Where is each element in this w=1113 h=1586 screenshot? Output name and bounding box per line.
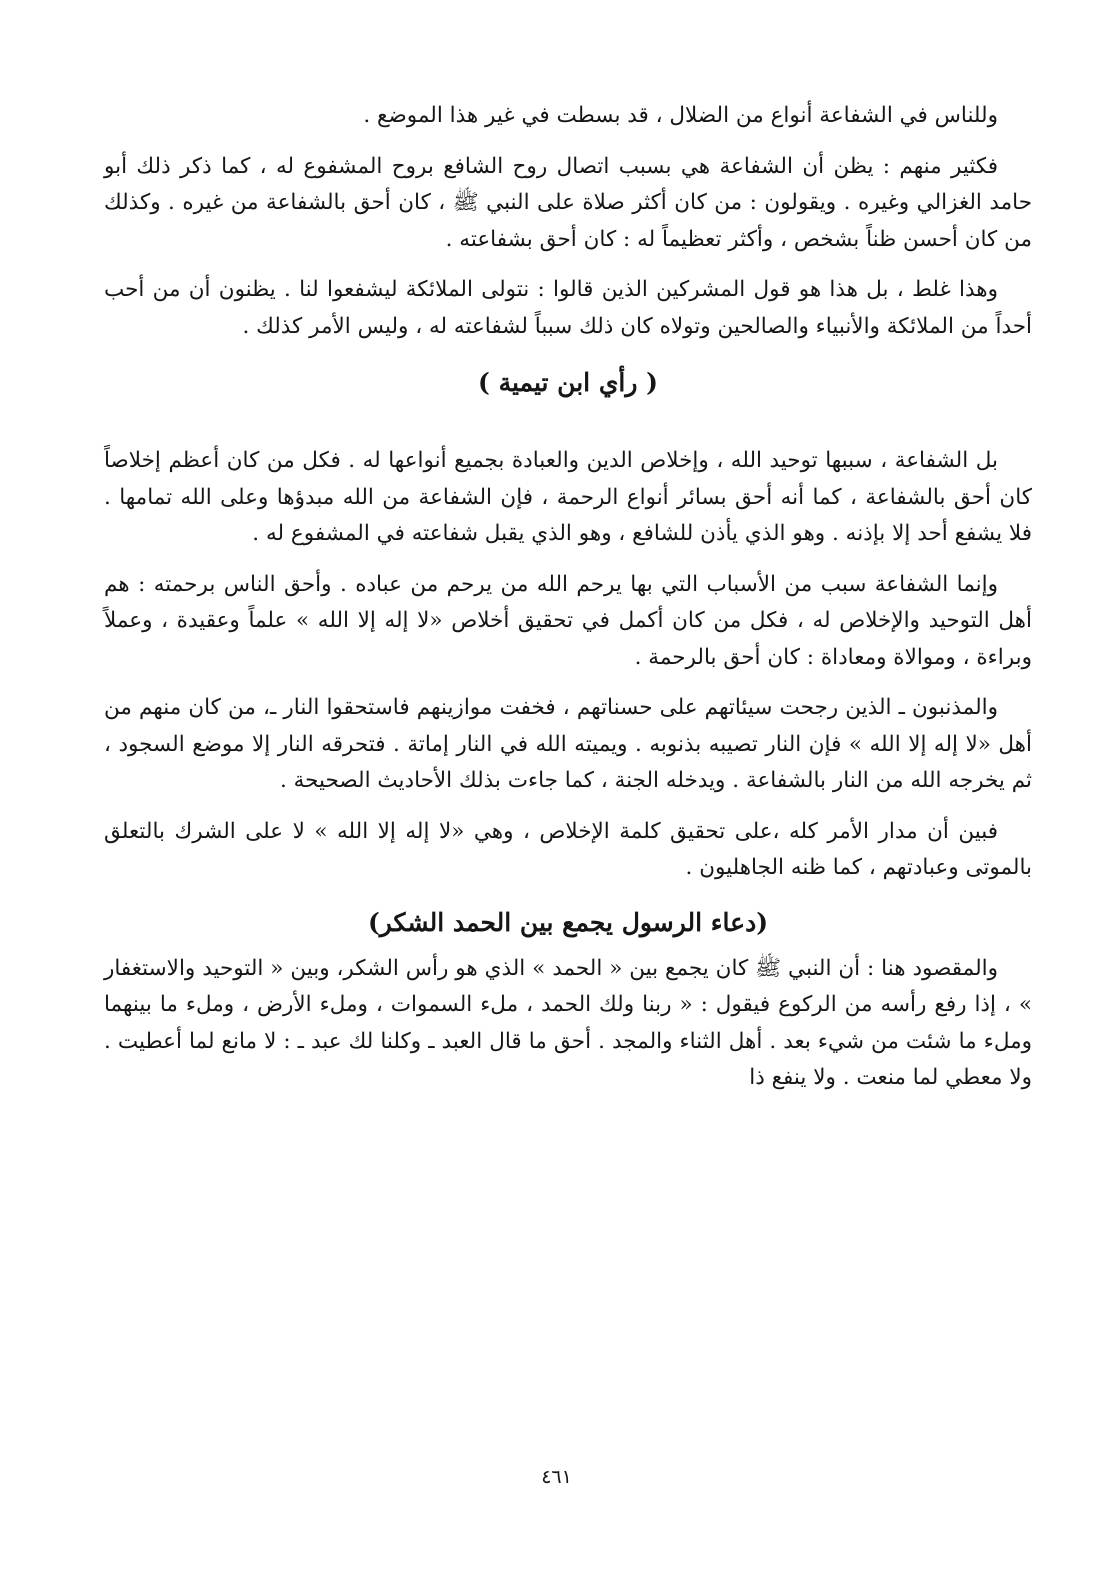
paragraph: فكثير منهم : يظن أن الشفاعة هي بسبب اتصال روح الشافع بروح المشفوع له ، كما ذكر ذلك أبو حامد الغزالي وغيره . ويقولون : من كان أكثر صلاة على النبي ﷺ ، كان أحق بالشفاعة من غيره . وكذلك من كان أحسن ظناً بشخص ، وأكثر تعظيماً له : كان أحق بشفاعته . [104, 153, 1032, 252]
paragraph: والمقصود هنا : أن النبي ﷺ كان يجمع بين « الحمد » الذي هو رأس الشكر، وبين « التوحيد والاستغفار » ، إذا رفع رأسه من الركوع فيقول : « ربنا ولك الحمد ، ملء السموات ، وملء الأرض ، وملء ما بينهما وملء ما شئت من شيء بعد . أهل الثناء والمجد . أحق ما قال العبد ـ وكلنا لك عبد ـ : لا مانع لما أعطيت . ولا معطي لما منعت . ولا ينفع ذا [104, 955, 1032, 1090]
paragraph: فبين أن مدار الأمر كله ،على تحقيق كلمة الإخلاص ، وهي «لا إله إلا الله » لا على الشرك بالتعلق بالموتى وعبادتهم ، كما ظنه الجاهليون . [104, 818, 1032, 880]
page-number: ٤٦١ [541, 1466, 572, 1488]
paragraph: وللناس في الشفاعة أنواع من الضلال ، قد بسطت في غير هذا الموضع . [363, 103, 998, 128]
document-page [104, 98, 1032, 1518]
section-heading: (دعاء الرسول يجمع بين الحمد الشكر) [367, 907, 769, 937]
paragraph: وإنما الشفاعة سبب من الأسباب التي بها يرحم الله من يرحم من عباده . وأحق الناس برحمته : هم أهل التوحيد والإخلاص له ، فكل من كان أكمل في تحقيق أخلاص «لا إله إلا الله » علماً وعقيدة ، وعملاً وبراءة ، وموالاة ومعاداة : كان أحق بالرحمة . [104, 571, 1032, 670]
paragraph: بل الشفاعة ، سببها توحيد الله ، وإخلاص الدين والعبادة بجميع أنواعها له . فكل من كان أعظم إخلاصاً كان أحق بالشفاعة ، كما أنه أحق بسائر أنواع الرحمة ، فإن الشفاعة من الله مبدؤها وعلى الله تمامها . فلا يشفع أحد إلا بإذنه . وهو الذي يأذن للشافع ، وهو الذي يقبل شفاعته في المشفوع له . [104, 448, 1032, 546]
paragraph: وهذا غلط ، بل هذا هو قول المشركين الذين قالوا : نتولى الملائكة ليشفعوا لنا . يظنون أن من أحب أحداً من الملائكة والأنبياء والصالحين وتولاه كان ذلك سبباً لشفاعته له ، وليس الأمر كذلك . [104, 277, 1032, 339]
section-heading: ( رأي ابن تيمية ) [478, 368, 658, 397]
paragraph: والمذنبون ـ الذين رجحت سيئاتهم على حسناتهم ، فخفت موازينهم فاستحقوا النار ـ، من كان منهم من أهل «لا إله إلا الله » فإن النار تصيبه بذنوبه . ويميته الله في النار إماتة . فتحرقه النار إلا موضع السجود ، ثم يخرجه الله من النار بالشفاعة . ويدخله الجنة ، كما جاءت بذلك الأحاديث الصحيحة . [104, 695, 1032, 793]
